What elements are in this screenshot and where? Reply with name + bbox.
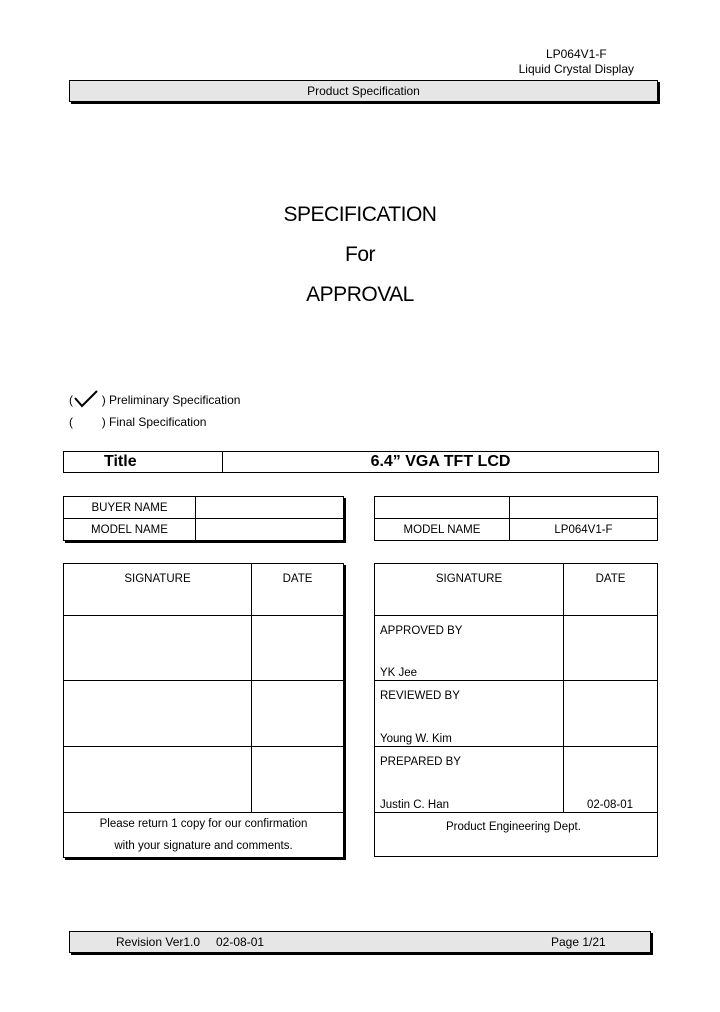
product-title-table — [63, 451, 659, 473]
supplier-model-name-value: LP064V1-F — [510, 519, 658, 541]
model-number: LP064V1-F — [545, 47, 607, 61]
reviewed-by-name: Young W. Kim — [380, 733, 452, 745]
product-specification-label: Product Specification — [307, 84, 420, 98]
document-header-info — [519, 47, 634, 77]
return-copy-note: Please return 1 copy for our confirmation with your signature and comments. — [64, 813, 344, 858]
buyer-signature-cell[interactable] — [64, 681, 252, 747]
final-label: Final Specification — [109, 415, 207, 429]
final-option[interactable]: ( ) Final Specification — [69, 415, 207, 429]
buyer-signature-cell[interactable] — [64, 747, 252, 813]
approved-by-label: APPROVED BY — [380, 625, 463, 637]
buyer-signature-cell[interactable] — [64, 616, 252, 681]
approved-date-cell — [564, 616, 658, 681]
checkmark-icon — [73, 389, 99, 409]
department-name: Product Engineering Dept. — [375, 813, 658, 857]
reviewed-by-cell — [375, 681, 564, 747]
title-for: For — [345, 243, 375, 266]
title-approval: APPROVAL — [306, 283, 414, 306]
buyer-date-cell[interactable] — [252, 747, 344, 813]
supplier-date-header: DATE — [564, 564, 658, 616]
buyer-date-cell[interactable] — [252, 616, 344, 681]
buyer-date-cell[interactable] — [252, 681, 344, 747]
buyer-name-value — [196, 497, 344, 519]
reviewed-by-label: REVIEWED BY — [380, 690, 460, 702]
title-specification: SPECIFICATION — [283, 203, 437, 226]
buyer-date-header: DATE — [252, 564, 344, 616]
prepared-date: 02-08-01 — [586, 799, 633, 811]
buyer-model-name-label: MODEL NAME — [64, 519, 196, 541]
buyer-info-table — [63, 496, 344, 541]
footer-bar — [69, 931, 651, 953]
reviewed-date-cell — [564, 681, 658, 747]
title-label: Title — [64, 452, 223, 473]
buyer-model-name-value — [196, 519, 344, 541]
supplier-info-table — [374, 496, 658, 541]
supplier-signature-header: SIGNATURE — [375, 564, 564, 616]
approved-by-cell — [375, 616, 564, 681]
preliminary-option[interactable]: ( ) Preliminary Specification — [69, 393, 240, 407]
prepared-by-name: Justin C. Han — [380, 799, 450, 811]
product-type: Liquid Crystal Display — [518, 62, 634, 76]
buyer-name-label: BUYER NAME — [64, 497, 196, 519]
prepared-by-label: PREPARED BY — [380, 756, 461, 768]
title-value: 6.4” VGA TFT LCD — [223, 452, 659, 473]
preliminary-label: Preliminary Specification — [109, 393, 241, 407]
supplier-empty-cell — [375, 497, 510, 519]
revision-date: 02-08-01 — [216, 935, 265, 949]
buyer-signature-table — [63, 563, 344, 858]
supplier-model-name-label: MODEL NAME — [375, 519, 510, 541]
buyer-signature-header: SIGNATURE — [64, 564, 252, 616]
page-number: Page 1/21 — [551, 935, 606, 949]
prepared-by-cell — [375, 747, 564, 813]
prepared-date-cell — [564, 747, 658, 813]
supplier-signature-table — [374, 563, 658, 857]
approved-by-name: YK Jee — [380, 667, 418, 679]
supplier-empty-value — [510, 497, 658, 519]
product-specification-bar — [69, 80, 658, 102]
revision-label: Revision Ver1.0 — [116, 935, 201, 949]
